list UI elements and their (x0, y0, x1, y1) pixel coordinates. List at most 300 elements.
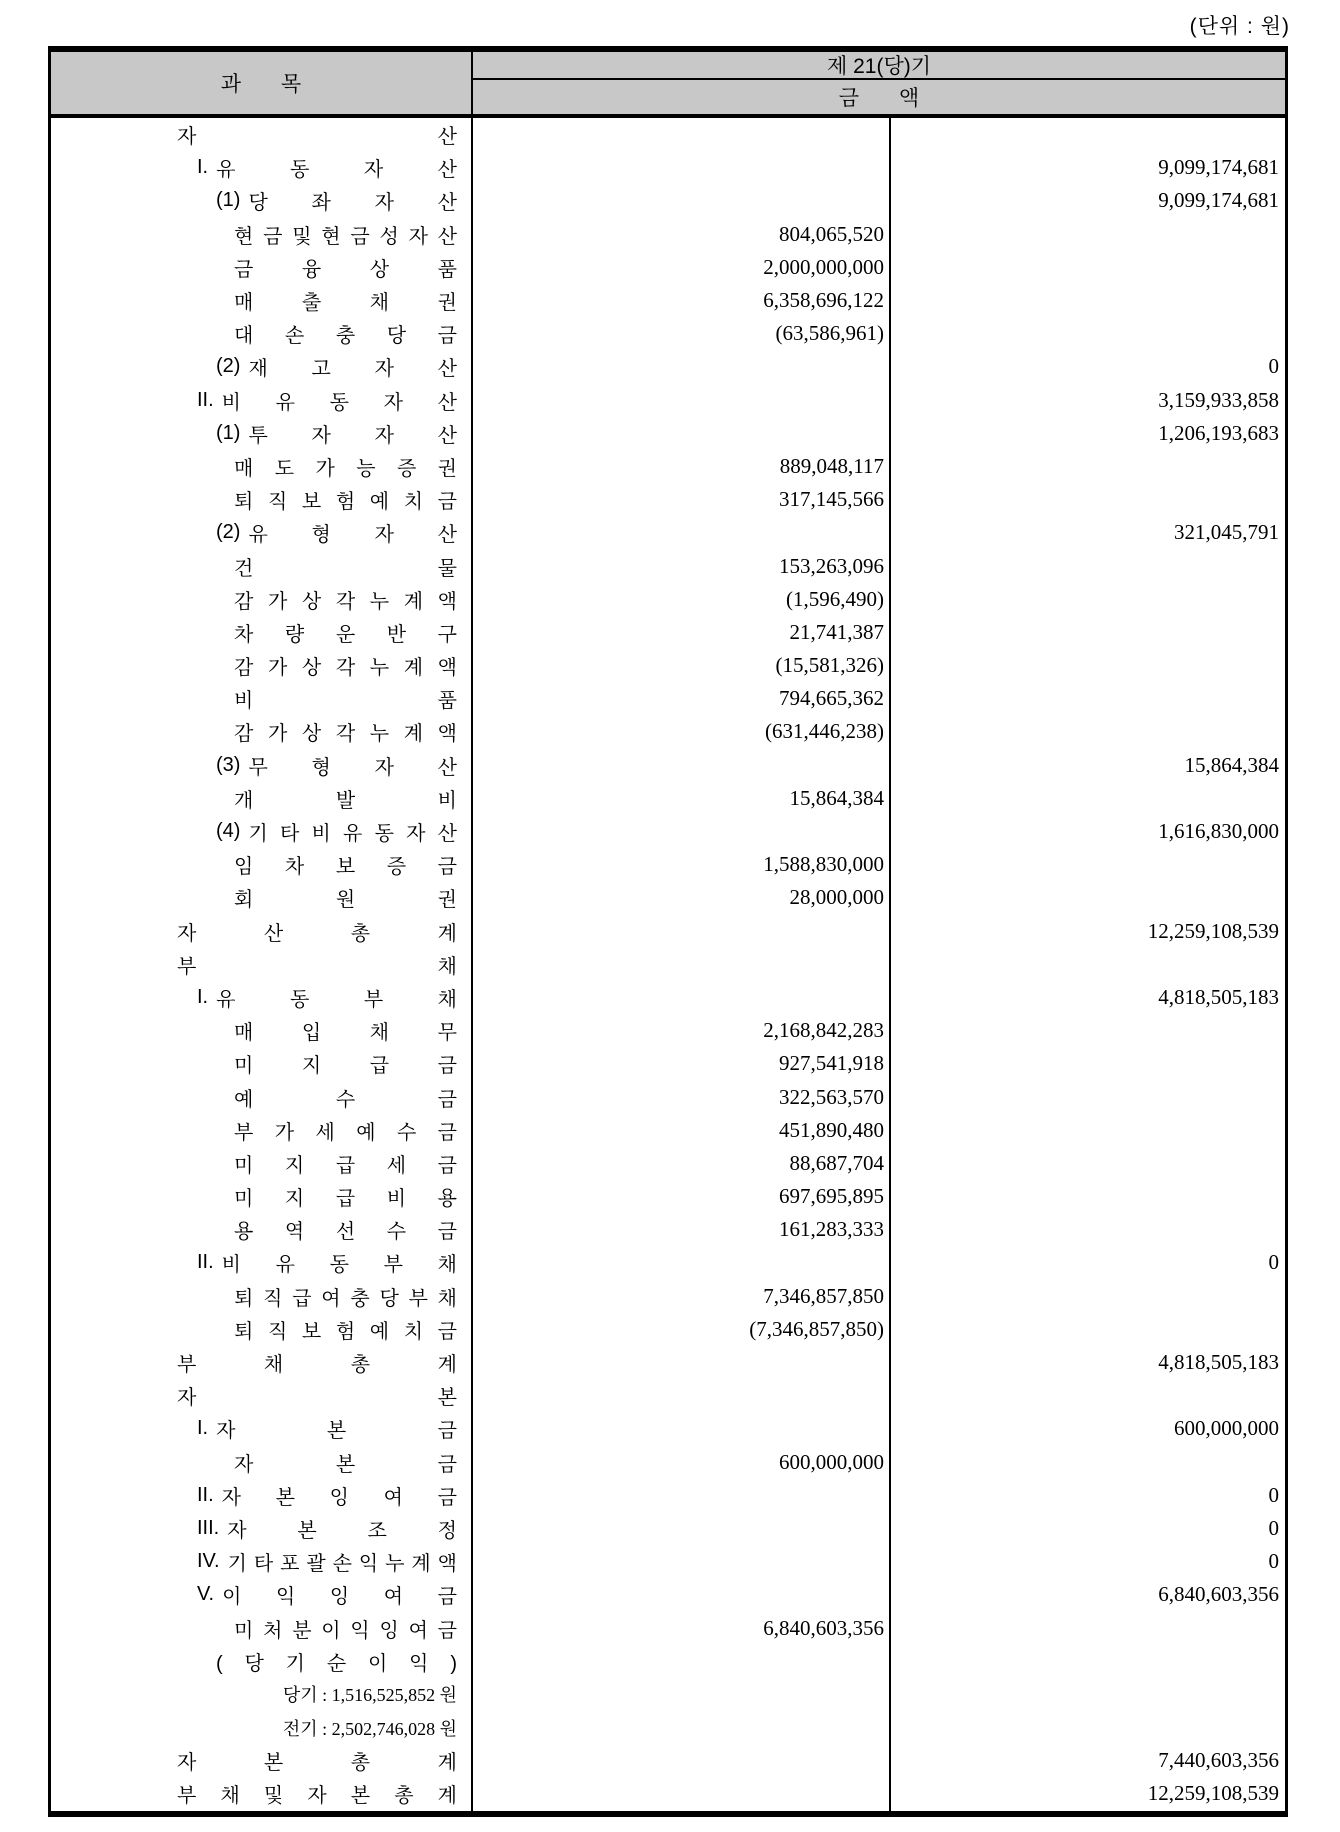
header-period-label: 제 21(당)기 (826, 55, 932, 78)
amount-detail-cell (473, 1777, 891, 1810)
amount-total-cell (891, 1280, 1285, 1313)
table-row (51, 1047, 1285, 1080)
table-row (51, 1080, 1285, 1113)
amount-detail-cell (473, 1047, 891, 1080)
account-cell (51, 284, 473, 317)
amount-detail-cell (473, 251, 891, 284)
amount-detail-cell (473, 583, 891, 616)
account-cell (51, 915, 473, 948)
header-amount-label: 금 액 (838, 87, 920, 110)
account-label: 감 가 상 각 누 계 액 (234, 723, 457, 746)
amount-total-cell (891, 118, 1285, 151)
account-label: 임 차 보 증 금 (234, 856, 457, 879)
table-header (51, 52, 1285, 118)
account-label: 기 타 포 괄 손 익 누 계 액 (227, 1553, 457, 1576)
account-cell (51, 151, 473, 184)
account-label: 부 채 총 계 (177, 1354, 457, 1377)
account-label: 이 익 잉 여 금 (222, 1586, 457, 1609)
table-row (51, 1280, 1285, 1313)
amount-total-cell (891, 881, 1285, 914)
amount-total-cell (891, 1611, 1285, 1644)
amount-detail: 6,358,696,122 (763, 288, 884, 313)
account-label: 미 지 급 비 용 (234, 1188, 457, 1211)
account-label: 현 금 및 현 금 성 자 산 (234, 225, 457, 248)
amount-detail-cell (473, 1479, 891, 1512)
account-cell (51, 881, 473, 914)
account-prefix: II. (197, 388, 214, 411)
table-row (51, 1213, 1285, 1246)
table-row (51, 350, 1285, 383)
account-label: 예 수 금 (234, 1088, 457, 1111)
table-row (51, 1014, 1285, 1047)
amount-total-cell (891, 1047, 1285, 1080)
table-row (51, 1114, 1285, 1147)
table-row (51, 417, 1285, 450)
account-label: 유 형 자 산 (248, 524, 457, 547)
amount-total: 0 (1268, 354, 1279, 379)
amount-detail-cell (473, 1114, 891, 1147)
account-label: 투 자 자 산 (248, 424, 457, 447)
table-row (51, 1711, 1285, 1744)
amount-detail-cell (473, 715, 891, 748)
account-cell (51, 350, 473, 383)
account-label: 부 채 (177, 955, 457, 978)
amount-detail-cell (473, 450, 891, 483)
amount-total: 0 (1268, 1549, 1279, 1574)
table-row (51, 1246, 1285, 1279)
amount-detail: (7,346,857,850) (749, 1316, 884, 1341)
amount-detail: 2,000,000,000 (763, 254, 884, 279)
amount-detail-cell (473, 417, 891, 450)
amount-detail-cell (473, 1280, 891, 1313)
account-cell (51, 715, 473, 748)
account-cell (51, 1246, 473, 1279)
account-prefix: I. (197, 1417, 209, 1440)
account-cell (51, 1611, 473, 1644)
table-row (51, 118, 1285, 151)
amount-detail-cell (473, 1346, 891, 1379)
amount-total-cell (891, 583, 1285, 616)
amount-total-cell (891, 715, 1285, 748)
amount-detail-cell (473, 749, 891, 782)
account-cell (51, 1346, 473, 1379)
amount-detail-cell (473, 350, 891, 383)
table-row (51, 516, 1285, 549)
account-prefix: (2) (216, 521, 241, 544)
amount-detail: 451,890,480 (779, 1117, 884, 1142)
amount-detail-cell (473, 516, 891, 549)
account-cell (51, 782, 473, 815)
account-cell (51, 1180, 473, 1213)
account-label: 미 처 분 이 익 잉 여 금 (234, 1619, 457, 1642)
table-row (51, 1313, 1285, 1346)
amount-total: 9,099,174,681 (1158, 188, 1279, 213)
account-label: 부 채 및 자 본 총 계 (177, 1785, 457, 1808)
account-cell (51, 1213, 473, 1246)
amount-total: 0 (1268, 1515, 1279, 1540)
table-row (51, 848, 1285, 881)
amount-total-cell (891, 384, 1285, 417)
account-cell (51, 516, 473, 549)
account-cell (51, 184, 473, 217)
table-row (51, 1777, 1285, 1810)
amount-detail-cell (473, 881, 891, 914)
amount-total-cell (891, 1744, 1285, 1777)
amount-total-cell (891, 284, 1285, 317)
account-cell (51, 483, 473, 516)
account-label: 차 량 운 반 구 (234, 623, 457, 646)
account-cell (51, 118, 473, 151)
table-row (51, 1578, 1285, 1611)
table-row (51, 218, 1285, 251)
amount-total-cell (891, 450, 1285, 483)
amount-detail-cell (473, 549, 891, 582)
table-row (51, 1412, 1285, 1445)
amount-detail-cell (473, 1213, 891, 1246)
account-cell (51, 218, 473, 251)
account-cell (51, 549, 473, 582)
account-prefix: (3) (216, 753, 241, 776)
amount-detail-cell (473, 1446, 891, 1479)
table-row (51, 1147, 1285, 1180)
table-row (51, 881, 1285, 914)
account-label: 기 타 비 유 동 자 산 (248, 823, 457, 846)
amount-total-cell (891, 749, 1285, 782)
account-cell (51, 1080, 473, 1113)
amount-detail: 28,000,000 (789, 885, 884, 910)
account-label: 매 입 채 무 (234, 1022, 457, 1045)
header-account-column (51, 52, 473, 114)
account-prefix: (1) (216, 189, 241, 212)
account-label: 매 출 채 권 (234, 292, 457, 315)
header-period-cell (473, 52, 1285, 80)
account-label: 자 산 총 계 (177, 922, 457, 945)
amount-detail: 21,741,387 (789, 619, 884, 644)
amount-total: 4,818,505,183 (1158, 1350, 1279, 1375)
table-row (51, 184, 1285, 217)
amount-detail: 927,541,918 (779, 1051, 884, 1076)
amount-detail-cell (473, 848, 891, 881)
amount-total-cell (891, 1711, 1285, 1744)
account-label: 퇴 직 보 험 예 치 금 (234, 1320, 457, 1343)
amount-detail-cell (473, 815, 891, 848)
amount-total: 6,840,603,356 (1158, 1582, 1279, 1607)
amount-total-cell (891, 1412, 1285, 1445)
amount-detail-cell (473, 1246, 891, 1279)
amount-total: 321,045,791 (1174, 520, 1279, 545)
account-label: 당 좌 자 산 (248, 192, 457, 215)
amount-detail: 317,145,566 (779, 487, 884, 512)
account-cell (51, 1645, 473, 1678)
account-cell (51, 649, 473, 682)
amount-total-cell (891, 682, 1285, 715)
amount-detail-cell (473, 1611, 891, 1644)
table-row (51, 1611, 1285, 1644)
account-cell (51, 583, 473, 616)
amount-detail-cell (473, 682, 891, 715)
amount-total-cell (891, 1379, 1285, 1412)
amount-detail: 889,048,117 (779, 453, 884, 478)
amount-detail-cell (473, 948, 891, 981)
account-label: 대 손 충 당 금 (234, 325, 457, 348)
table-body (51, 118, 1285, 1811)
account-label: 자 산 (177, 126, 457, 149)
amount-total: 7,440,603,356 (1158, 1748, 1279, 1773)
table-row (51, 583, 1285, 616)
amount-total: 9,099,174,681 (1158, 155, 1279, 180)
amount-detail-cell (473, 384, 891, 417)
amount-detail-cell (473, 184, 891, 217)
account-cell (51, 981, 473, 1014)
amount-detail: (631,446,238) (765, 719, 884, 744)
amount-total-cell (891, 1512, 1285, 1545)
amount-total-cell (891, 1777, 1285, 1810)
account-cell (51, 317, 473, 350)
amount-detail-cell (473, 1711, 891, 1744)
amount-detail: 600,000,000 (779, 1449, 884, 1474)
account-label: 유 동 자 산 (216, 159, 457, 182)
account-label: 회 원 권 (234, 889, 457, 912)
account-cell (51, 1379, 473, 1412)
table-row (51, 1512, 1285, 1545)
account-label: 금 융 상 품 (234, 258, 457, 281)
account-cell (51, 616, 473, 649)
amount-detail: (1,596,490) (786, 586, 884, 611)
account-label: 미 지 급 금 (234, 1055, 457, 1078)
amount-detail-cell (473, 1412, 891, 1445)
table-row (51, 1545, 1285, 1578)
account-label: 비 품 (234, 690, 457, 713)
table-row (51, 1346, 1285, 1379)
account-cell (51, 1047, 473, 1080)
amount-detail-cell (473, 1180, 891, 1213)
amount-total-cell (891, 1080, 1285, 1113)
account-prefix: III. (197, 1516, 220, 1539)
account-prefix: (2) (216, 355, 241, 378)
account-cell (51, 815, 473, 848)
amount-total-cell (891, 1313, 1285, 1346)
account-label: 자 본 잉 여 금 (221, 1486, 457, 1509)
table-row (51, 782, 1285, 815)
amount-detail-cell (473, 284, 891, 317)
account-prefix: I. (197, 156, 209, 179)
amount-total-cell (891, 981, 1285, 1014)
amount-total-cell (891, 948, 1285, 981)
account-cell (51, 948, 473, 981)
table-row (51, 1479, 1285, 1512)
account-label: 전기 : 2,502,746,028 원 (282, 1718, 457, 1739)
amount-detail-cell (473, 483, 891, 516)
account-label: 감 가 상 각 누 계 액 (234, 657, 457, 680)
table-row (51, 616, 1285, 649)
account-label: 자 본 금 (234, 1453, 457, 1476)
table-row (51, 981, 1285, 1014)
amount-total-cell (891, 616, 1285, 649)
account-prefix: II. (197, 1251, 214, 1274)
amount-detail-cell (473, 1080, 891, 1113)
amount-total-cell (891, 649, 1285, 682)
account-label: 용 역 선 수 금 (234, 1221, 457, 1244)
amount-total-cell (891, 848, 1285, 881)
account-cell (51, 417, 473, 450)
amount-detail: 6,840,603,356 (763, 1615, 884, 1640)
account-cell (51, 749, 473, 782)
table-row (51, 815, 1285, 848)
amount-total-cell (891, 549, 1285, 582)
account-prefix: (1) (216, 421, 241, 444)
header-account-label: 과 목 (220, 73, 302, 96)
table-row (51, 450, 1285, 483)
table-row (51, 317, 1285, 350)
account-cell (51, 1777, 473, 1810)
amount-detail: 804,065,520 (779, 221, 884, 246)
amount-total-cell (891, 1645, 1285, 1678)
amount-detail-cell (473, 1744, 891, 1777)
account-cell (51, 848, 473, 881)
account-cell (51, 1313, 473, 1346)
account-label: 부 가 세 예 수 금 (234, 1121, 457, 1144)
table-row (51, 1645, 1285, 1678)
account-prefix: I. (197, 985, 209, 1008)
account-label: 자 본 금 (216, 1420, 457, 1443)
table-row (51, 1446, 1285, 1479)
table-row (51, 151, 1285, 184)
amount-total-cell (891, 483, 1285, 516)
amount-detail: 153,263,096 (779, 553, 884, 578)
account-cell (51, 1147, 473, 1180)
account-label: 건 물 (234, 557, 457, 580)
amount-detail-cell (473, 1512, 891, 1545)
amount-detail-cell (473, 317, 891, 350)
table-row (51, 251, 1285, 284)
table-row (51, 649, 1285, 682)
amount-total-cell (891, 251, 1285, 284)
amount-detail: (63,586,961) (775, 321, 884, 346)
account-cell (51, 450, 473, 483)
amount-detail-cell (473, 1645, 891, 1678)
account-label: 자 본 (177, 1387, 457, 1410)
amount-detail-cell (473, 616, 891, 649)
account-label: 유 동 부 채 (216, 988, 457, 1011)
account-cell (51, 1512, 473, 1545)
amount-detail-cell (473, 1578, 891, 1611)
account-cell (51, 384, 473, 417)
account-label: 재 고 자 산 (248, 358, 457, 381)
amount-total-cell (891, 1180, 1285, 1213)
amount-total: 1,206,193,683 (1158, 420, 1279, 445)
table-row (51, 284, 1285, 317)
balance-sheet-table (48, 46, 1288, 1817)
account-prefix: II. (197, 1483, 214, 1506)
amount-detail: 794,665,362 (779, 686, 884, 711)
table-row (51, 1180, 1285, 1213)
table-row (51, 749, 1285, 782)
amount-total-cell (891, 516, 1285, 549)
amount-detail: 161,283,333 (779, 1217, 884, 1242)
amount-total-cell (891, 1014, 1285, 1047)
amount-total-cell (891, 1678, 1285, 1711)
amount-total-cell (891, 151, 1285, 184)
header-amount-cell (473, 80, 1285, 114)
table-row (51, 948, 1285, 981)
table-row (51, 1678, 1285, 1711)
table-row (51, 1744, 1285, 1777)
account-prefix: V. (197, 1583, 215, 1606)
amount-detail-cell (473, 981, 891, 1014)
account-cell (51, 1711, 473, 1744)
amount-detail-cell (473, 915, 891, 948)
amount-detail-cell (473, 649, 891, 682)
amount-detail-cell (473, 1678, 891, 1711)
account-prefix: IV. (197, 1550, 220, 1573)
amount-total-cell (891, 1346, 1285, 1379)
amount-total-cell (891, 915, 1285, 948)
amount-total-cell (891, 350, 1285, 383)
amount-total-cell (891, 1545, 1285, 1578)
account-cell (51, 1014, 473, 1047)
amount-total: 12,259,108,539 (1147, 918, 1279, 943)
header-amount-group (473, 52, 1285, 114)
account-cell (51, 251, 473, 284)
account-cell (51, 1678, 473, 1711)
table-row (51, 715, 1285, 748)
amount-total-cell (891, 782, 1285, 815)
account-cell (51, 682, 473, 715)
table-row (51, 384, 1285, 417)
amount-total-cell (891, 1213, 1285, 1246)
amount-total-cell (891, 1246, 1285, 1279)
amount-total: 1,616,830,000 (1158, 819, 1279, 844)
account-label: 미 지 급 세 금 (234, 1154, 457, 1177)
amount-detail-cell (473, 1379, 891, 1412)
amount-total-cell (891, 1479, 1285, 1512)
amount-detail-cell (473, 151, 891, 184)
amount-total: 15,864,384 (1184, 752, 1279, 777)
account-cell (51, 1744, 473, 1777)
amount-total: 600,000,000 (1174, 1416, 1279, 1441)
account-cell (51, 1280, 473, 1313)
account-label: 퇴 직 급 여 충 당 부 채 (234, 1287, 457, 1310)
table-row (51, 682, 1285, 715)
account-label: 비 유 동 부 채 (221, 1254, 457, 1277)
amount-detail: 1,588,830,000 (763, 852, 884, 877)
amount-total: 0 (1268, 1482, 1279, 1507)
amount-detail: 7,346,857,850 (763, 1283, 884, 1308)
amount-total-cell (891, 218, 1285, 251)
amount-detail-cell (473, 782, 891, 815)
amount-detail: (15,581,326) (775, 653, 884, 678)
table-row (51, 915, 1285, 948)
account-label: 감 가 상 각 누 계 액 (234, 590, 457, 613)
table-row (51, 549, 1285, 582)
amount-total: 3,159,933,858 (1158, 387, 1279, 412)
amount-detail-cell (473, 118, 891, 151)
amount-total-cell (891, 184, 1285, 217)
account-label: 무 형 자 산 (248, 756, 457, 779)
account-cell (51, 1114, 473, 1147)
amount-total-cell (891, 815, 1285, 848)
amount-detail: 322,563,570 (779, 1084, 884, 1109)
account-cell (51, 1412, 473, 1445)
account-label: 당기 : 1,516,525,852 원 (282, 1685, 457, 1706)
amount-detail-cell (473, 1147, 891, 1180)
amount-detail-cell (473, 1014, 891, 1047)
account-label: 퇴 직 보 험 예 치 금 (234, 491, 457, 514)
table-row (51, 1379, 1285, 1412)
amount-total-cell (891, 1446, 1285, 1479)
account-label: 비 유 동 자 산 (221, 391, 457, 414)
account-label: 매 도 가 능 증 권 (234, 457, 457, 480)
